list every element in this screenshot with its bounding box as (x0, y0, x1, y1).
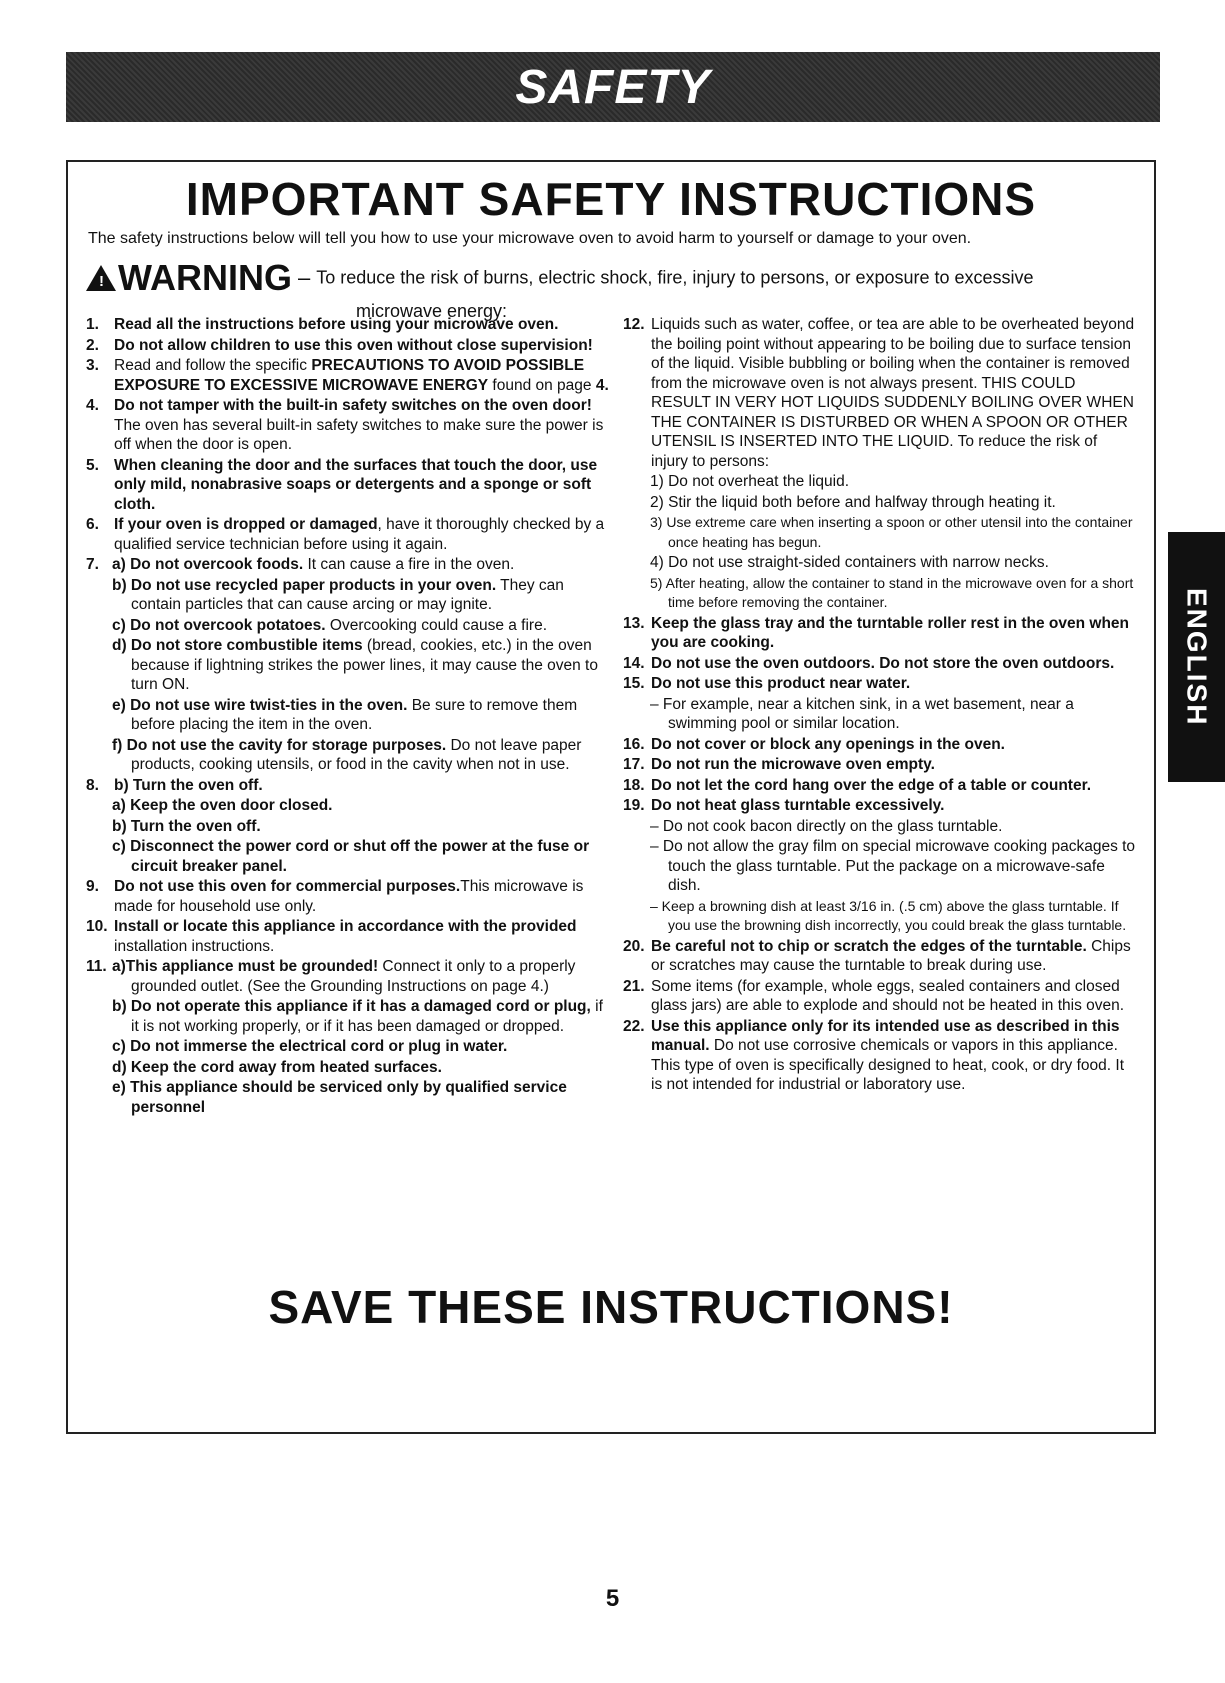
list-item-10 (86, 917, 611, 956)
sub-item-12-2: 2) Stir the liquid both before and halfway through heating it. (650, 493, 1056, 511)
sub-bold: e) Do not use wire twist-ties in the oven. (112, 696, 408, 714)
sub-item-12-3: 3) Use extreme care when inserting a spoon or other utensil into the container once heating has begun. (650, 514, 1133, 550)
item-number: 13. (623, 614, 645, 632)
sub-bold: d) Do not store combustible items (112, 637, 363, 654)
sub-item-19-3: – Keep a browning dish at least 3/16 in. (.5 cm) above the glass turntable. If you use the browning dish incorrectly, you could break the glass turntable. (650, 897, 1127, 933)
item-text: Liquids such as water, coffee, or tea are able to be overheated beyond the boiling point without appearing to be boiling due to surface tension of the liquid. Visible bubbling or boiling when the container is removed from the microwave oven is not always present. THIS COULD RESULT IN VERY HOT LIQUIDS SUDDENLY BOILING OVER WHEN THE CONTAINER IS DISTURBED OR WHEN A SPOON OR OTHER UTENSIL IS INSERTED INTO THE LIQUID. To reduce the risk of injury to persons: (651, 316, 1135, 470)
sub-text: Be sure to remove them before placing the item in the oven. (131, 696, 578, 733)
sub-item-7e (86, 696, 611, 735)
sub-bold: a) Do not overcook foods. (112, 556, 304, 573)
item-number: 16. (623, 735, 645, 753)
item-bold: Do not let the cord hang over the edge of a table or counter. (651, 776, 1092, 794)
sub-item-19-1: – Do not cook bacon directly on the glass turntable. (650, 817, 1003, 835)
item-text: This microwave is made for household use only. (114, 878, 584, 915)
list-item-20 (623, 937, 1138, 976)
sub-item-7a (86, 555, 611, 575)
sub-text: Connect it only to a properly grounded outlet. (See the Grounding Instructions on page 4.) (131, 958, 576, 995)
list-item-22 (623, 1017, 1138, 1095)
item-number: 10. (86, 918, 108, 935)
left-column (86, 315, 611, 1118)
sub-item-7c (86, 616, 611, 636)
list-item-19 (623, 796, 1138, 816)
sub-item-7f (86, 736, 611, 775)
sub-item-7b (86, 576, 611, 615)
list-item-5 (86, 456, 611, 515)
sub-item-12-1: 1) Do not overheat the liquid. (650, 473, 850, 490)
item-number: 21. (623, 977, 645, 995)
sub-text: Do not leave paper products, cooking utensils, or food in the cavity when not in use. (131, 736, 582, 773)
item-text: Some items (for example, whole eggs, sealed containers and closed glass jars) are able to explode and should not be heated in this oven. (651, 977, 1125, 1014)
sub-text: They can contain particles that can cause arcing or may ignite. (131, 576, 564, 613)
item-text: , have it thoroughly checked by a qualified service technician before using it again. (114, 516, 605, 553)
sub-text: (bread, cookies, etc.) in the oven because if lightning strikes the power lines, it may cause the oven to turn ON. (131, 637, 598, 693)
list-item-1 (86, 315, 611, 335)
item-number: 12. (623, 316, 645, 333)
sub-text: Overcooking could cause a fire. (325, 616, 548, 634)
item-text: Chips or scratches may cause the turntable to break during use. (651, 937, 1131, 974)
sub-bold: c) Do not overcook potatoes. (112, 616, 326, 634)
sub-item-7d (86, 636, 611, 695)
section-banner (66, 52, 1160, 122)
item-number: 2. (86, 336, 99, 354)
item-bold: When cleaning the door and the surfaces that touch the door, use only mild, nonabrasive soaps or detergents and a sponge or soft cloth. (114, 456, 598, 513)
item-number: 6. (86, 516, 99, 533)
banner-title: SAFETY (515, 60, 711, 114)
item-bold: Do not use this product near water. (651, 675, 911, 692)
item-text: installation instructions. (114, 937, 275, 955)
item-bold: Keep the glass tray and the turntable roller rest in the oven when you are cooking. (651, 614, 1130, 651)
item-bold: Be careful not to chip or scratch the edges of the turntable. (651, 937, 1087, 955)
item-number: 15. (623, 675, 645, 692)
warning-word: WARNING (118, 257, 292, 298)
sub-item-12-5: 5) After heating, allow the container to stand in the microwave oven for a short time before removing the container. (650, 574, 1134, 610)
item-number: 19. (623, 797, 645, 814)
item-bold: PRECAUTIONS TO AVOID POSSIBLE EXPOSURE TO EXCESSIVE MICROWAVE ENERGY (114, 357, 585, 394)
item-bold: 4. (595, 376, 609, 394)
sub-bold: a)This appliance must be grounded! (112, 958, 379, 975)
list-item-18 (623, 776, 1138, 796)
list-item-4 (86, 396, 611, 455)
warning-triangle-icon: ! (86, 265, 116, 291)
item-bold: Install or locate this appliance in accordance with the provided (114, 918, 577, 935)
list-item-14 (623, 654, 1138, 674)
item-bold: Do not heat glass turntable excessively. (651, 797, 945, 814)
item-number: 17. (623, 756, 645, 773)
item-number: 7. (86, 556, 99, 573)
instructions-box (66, 160, 1156, 1434)
list-item-12 (623, 315, 1138, 471)
item-number: 9. (86, 878, 99, 895)
item-number: 18. (623, 776, 645, 794)
sub-item-11a (86, 957, 611, 996)
list-item-8 (86, 776, 611, 796)
item-bold: Do not run the microwave oven empty. (651, 756, 935, 773)
warning-dash: – (298, 265, 311, 290)
item-bold: If your oven is dropped or damaged (114, 516, 378, 533)
item-bold: Do not tamper with the built-in safety switches on the oven door! (114, 397, 592, 414)
sub-bold: b) Do not use recycled paper products in your oven. (112, 576, 497, 594)
sub-item-8a: a) Keep the oven door closed. (112, 797, 333, 814)
list-item-6 (86, 515, 611, 554)
intro-text: The safety instructions below will tell you how to use your microwave oven to avoid harm to yourself or damage to your oven. (88, 230, 972, 247)
item-number: 8. (86, 776, 99, 794)
list-item-15 (623, 674, 1138, 694)
right-column (623, 315, 1138, 1096)
item-text: Do not use corrosive chemicals or vapors in this appliance. This type of oven is specifically designed to heat, cook, or dry food. It is not intended for industrial or laboratory use. (651, 1037, 1124, 1093)
sub-item-12-4: 4) Do not use straight-sided containers with narrow necks. (650, 554, 1049, 571)
item-number: 14. (623, 654, 645, 672)
language-tab (1168, 532, 1225, 782)
item-number: 22. (623, 1017, 645, 1035)
sub-item-19-2: – Do not allow the gray film on special microwave cooking packages to touch the glass turntable. Put the package on a microwave-safe dish. (650, 838, 1136, 894)
sub-text: if it is not working properly, or if it has been damaged or dropped. (131, 998, 603, 1035)
list-item-17 (623, 755, 1138, 775)
sub-item-11b (86, 997, 611, 1036)
item-bold: Do not allow children to use this oven without close supervision! (114, 336, 593, 354)
list-item-21 (623, 977, 1138, 1016)
item-bold: Use this appliance only for its intended use as described in this manual. (651, 1017, 1120, 1054)
item-number: 1. (86, 316, 99, 333)
item-bold: Read all the instructions before using your microwave oven. (114, 316, 559, 333)
sub-text: It can cause a fire in the oven. (303, 556, 515, 573)
sub-item-8b: b) Turn the oven off. (112, 817, 261, 835)
list-item-13 (623, 614, 1138, 653)
item-text: found on page (488, 376, 596, 394)
item-number: 3. (86, 357, 99, 374)
warning-text: To reduce the risk of burns, electric shock, fire, injury to persons, or exposure to excessive (316, 267, 1034, 288)
list-item-16 (623, 735, 1138, 755)
language-tab-label: ENGLISH (1181, 587, 1213, 727)
sub-bold: b) Do not operate this appliance if it has a damaged cord or plug, (112, 998, 591, 1015)
item-number: 4. (86, 397, 99, 414)
warning-text-cont: microwave energy: (356, 301, 508, 321)
sub-item-11d: d) Keep the cord away from heated surfaces. (112, 1058, 442, 1076)
sub-item-11e: e) This appliance should be serviced only by qualified service personnel (112, 1079, 567, 1116)
page-title: IMPORTANT SAFETY INSTRUCTIONS (185, 173, 1037, 225)
sub-item-11c: c) Do not immerse the electrical cord or plug in water. (112, 1038, 508, 1055)
warning-block (86, 257, 1146, 322)
item-number: 11. (86, 958, 107, 975)
item-text: The oven has several built-in safety switches to make sure the power is off when the door is open. (114, 416, 604, 453)
item-bold: Do not cover or block any openings in the oven. (651, 735, 1005, 753)
page-number: 5 (605, 1585, 620, 1612)
list-item-3 (86, 356, 611, 395)
item-bold: Do not use the oven outdoors. Do not store the oven outdoors. (651, 654, 1115, 672)
sub-bold: f) Do not use the cavity for storage purposes. (112, 736, 447, 754)
item-number: 5. (86, 456, 99, 474)
item-bold: b) Turn the oven off. (114, 776, 263, 794)
list-item-9 (86, 877, 611, 916)
sub-item-8c: c) Disconnect the power cord or shut off the power at the fuse or circuit breaker panel. (112, 838, 590, 875)
list-item-2 (86, 336, 611, 356)
item-text: Read and follow the specific (114, 357, 312, 374)
sub-item-15: – For example, near a kitchen sink, in a wet basement, near a swimming pool or similar location. (650, 695, 1074, 732)
item-number: 20. (623, 937, 645, 955)
item-bold: Do not use this oven for commercial purposes. (114, 878, 461, 895)
save-instructions-heading: SAVE THESE INSTRUCTIONS! (268, 1281, 954, 1333)
